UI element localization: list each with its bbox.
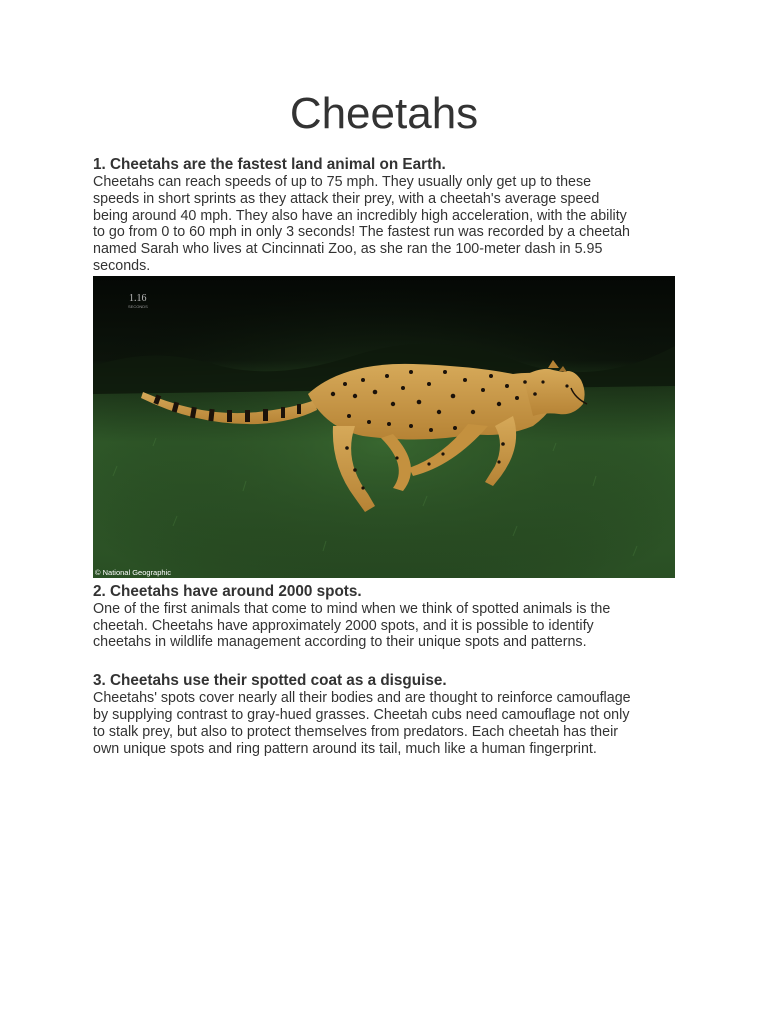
paragraph-line: One of the first animals that come to mind when we think of spotted animals is the <box>93 600 611 617</box>
paragraph-line: to stalk prey, but also to protect themselves from predators. Each cheetah has their <box>93 723 619 740</box>
paragraph-line: cheetah. Cheetahs have approximately 2000 spots, and it is possible to identify <box>93 617 594 634</box>
document-body <box>93 155 683 757</box>
paragraph-line: Cheetahs' spots cover nearly all their bodies and are thought to reinforce camouflage <box>93 690 631 707</box>
document-title: Cheetahs <box>289 89 479 138</box>
section-heading: 2. Cheetahs have around 2000 spots. <box>93 582 362 600</box>
paragraph-line: speeds in short sprints as they attack their prey, with a cheetah's average speed <box>93 190 600 207</box>
paragraph-line: named Sarah who lives at Cincinnati Zoo, as she ran the 100-meter dash in 5.95 <box>93 241 603 258</box>
paragraph-line: to go from 0 to 60 mph in only 3 seconds! The fastest run was recorded by a cheetah <box>93 224 630 241</box>
cheetah-running-image <box>93 276 675 578</box>
section-heading: 3. Cheetahs use their spotted coat as a disguise. <box>93 672 447 690</box>
paragraph-line: being around 40 mph. They also have an incredibly high acceleration, with the ability <box>93 207 627 224</box>
paragraph-line: cheetahs in wildlife management according to their unique spots and patterns. <box>93 634 587 651</box>
section-heading: 1. Cheetahs are the fastest land animal on Earth. <box>93 156 446 173</box>
paragraph-line: seconds. <box>93 257 151 274</box>
section-spots <box>93 582 683 651</box>
photo-credit: © National Geographic <box>95 567 171 577</box>
cheetah-photo <box>93 276 675 578</box>
timer-unit: SECONDS <box>128 303 148 309</box>
paragraph-line: by supplying contrast to gray-hued grasses. Cheetah cubs need camouflage not only <box>93 706 630 723</box>
paragraph-line: Cheetahs can reach speeds of up to 75 mph. They usually only get up to these <box>93 174 592 190</box>
section-fastest <box>93 155 683 275</box>
paragraph-line: own unique spots and ring pattern around its tail, much like a human fingerprint. <box>93 740 597 757</box>
section-disguise <box>93 671 683 757</box>
timer-overlay: 1.16 <box>129 292 147 304</box>
